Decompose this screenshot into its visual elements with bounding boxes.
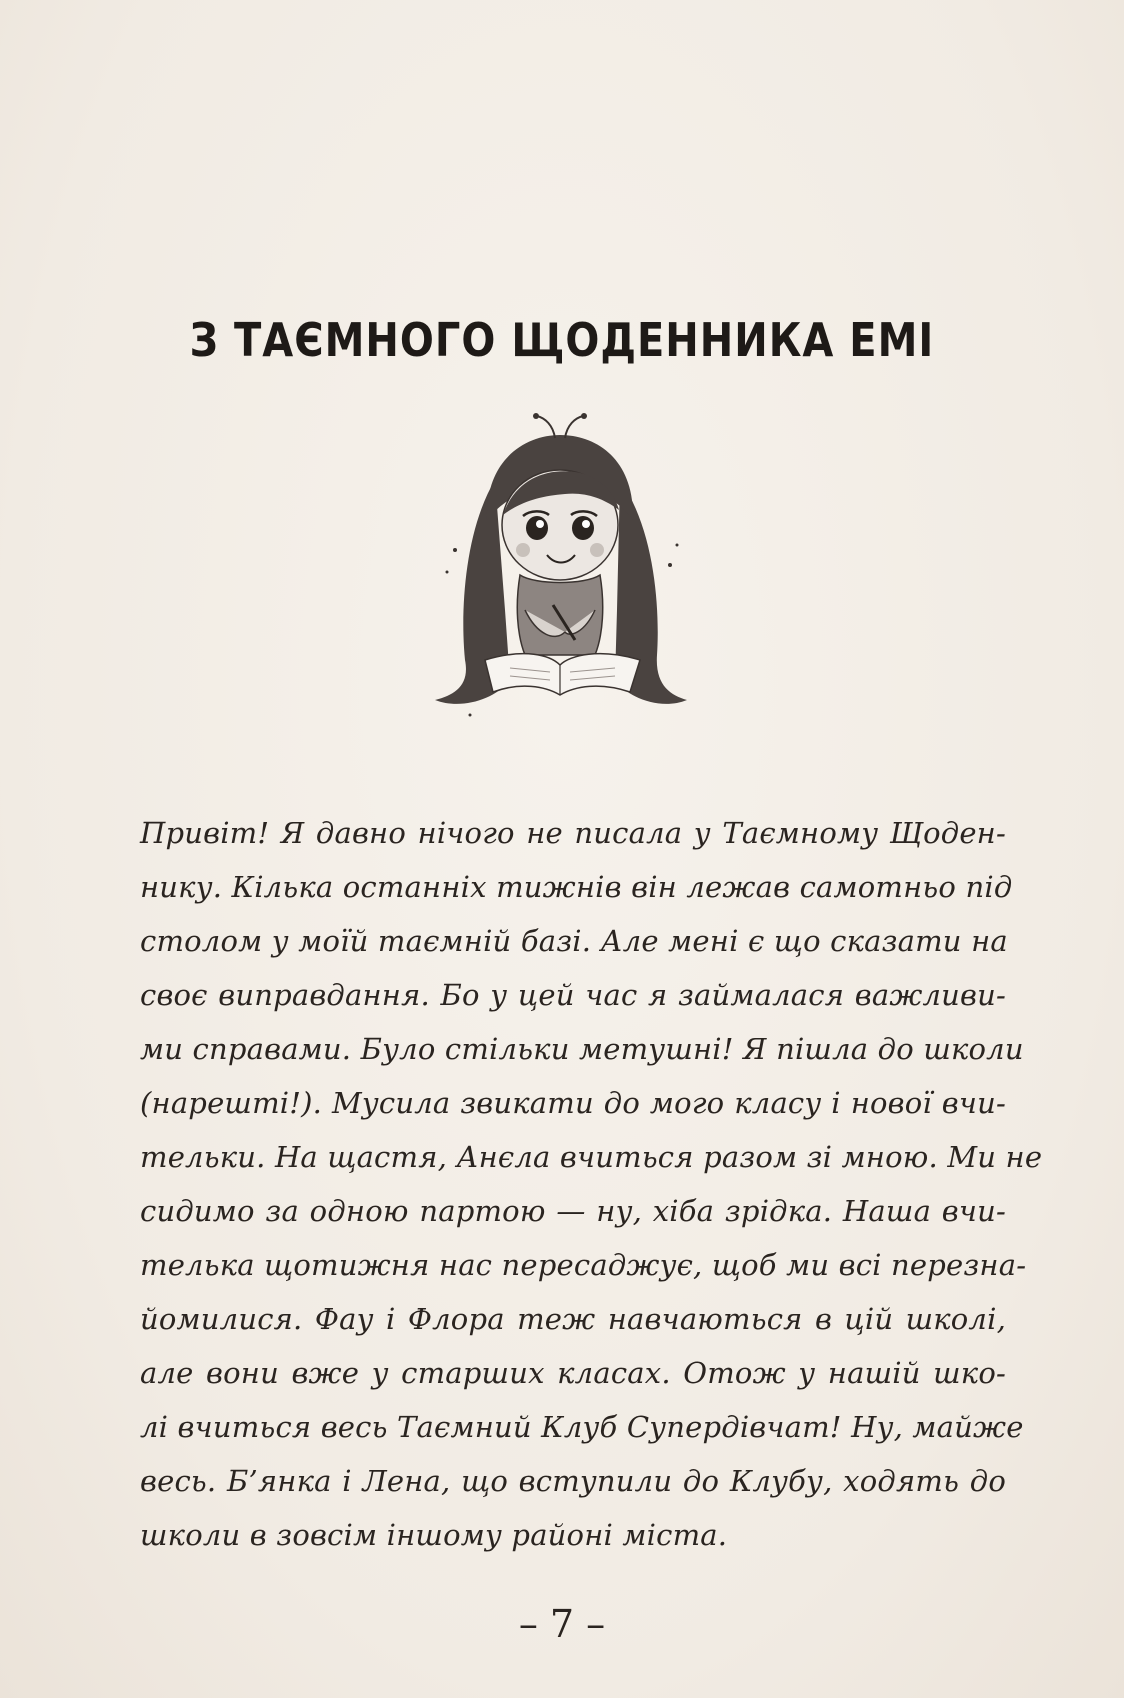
text-line: тельки. На щастя, Анєла вчиться разом зі мною. Ми не	[140, 1140, 1043, 1174]
text-line: школи в зовсім іншому районі міста.	[140, 1518, 728, 1552]
text-line: весь. Б’янка і Лена, що вступили до Клубу, ходять до	[140, 1464, 1006, 1498]
text-line: Привіт! Я давно нічого не писала у Таємному Щоден-	[140, 816, 1006, 850]
chapter-heading: З ТАЄМНОГО ЩОДЕННИКА ЕМІ	[189, 314, 935, 368]
text-line: але вони вже у старших класах. Отож у нашій шко-	[140, 1356, 1006, 1390]
text-line: лі вчиться весь Таємний Клуб Супердівчат! Ну, майже	[140, 1410, 1024, 1444]
text-line: йомилися. Фау і Флора теж навчаються в цій школі,	[140, 1302, 1006, 1336]
text-line: телька щотижня нас пересаджує, щоб ми всі перезна-	[140, 1248, 1027, 1282]
text-line: ми справами. Було стільки метушні! Я пішла до школи	[140, 1032, 1024, 1066]
text-line: нику. Кілька останніх тижнів він лежав самотньо під	[140, 870, 1013, 904]
page-number: – 7 –	[518, 1602, 606, 1646]
girl-with-book-illustration	[425, 410, 695, 720]
diary-text	[140, 806, 1043, 1562]
text-line: своє виправдання. Бо у цей час я займалася важливи-	[140, 978, 1006, 1012]
text-line: (нарешті!). Мусила звикати до мого класу і нової вчи-	[140, 1086, 1006, 1120]
text-line: сидимо за одною партою — ну, хіба зрідка. Наша вчи-	[140, 1194, 1006, 1228]
text-line: столом у моїй таємній базі. Але мені є що сказати на	[140, 924, 1008, 958]
